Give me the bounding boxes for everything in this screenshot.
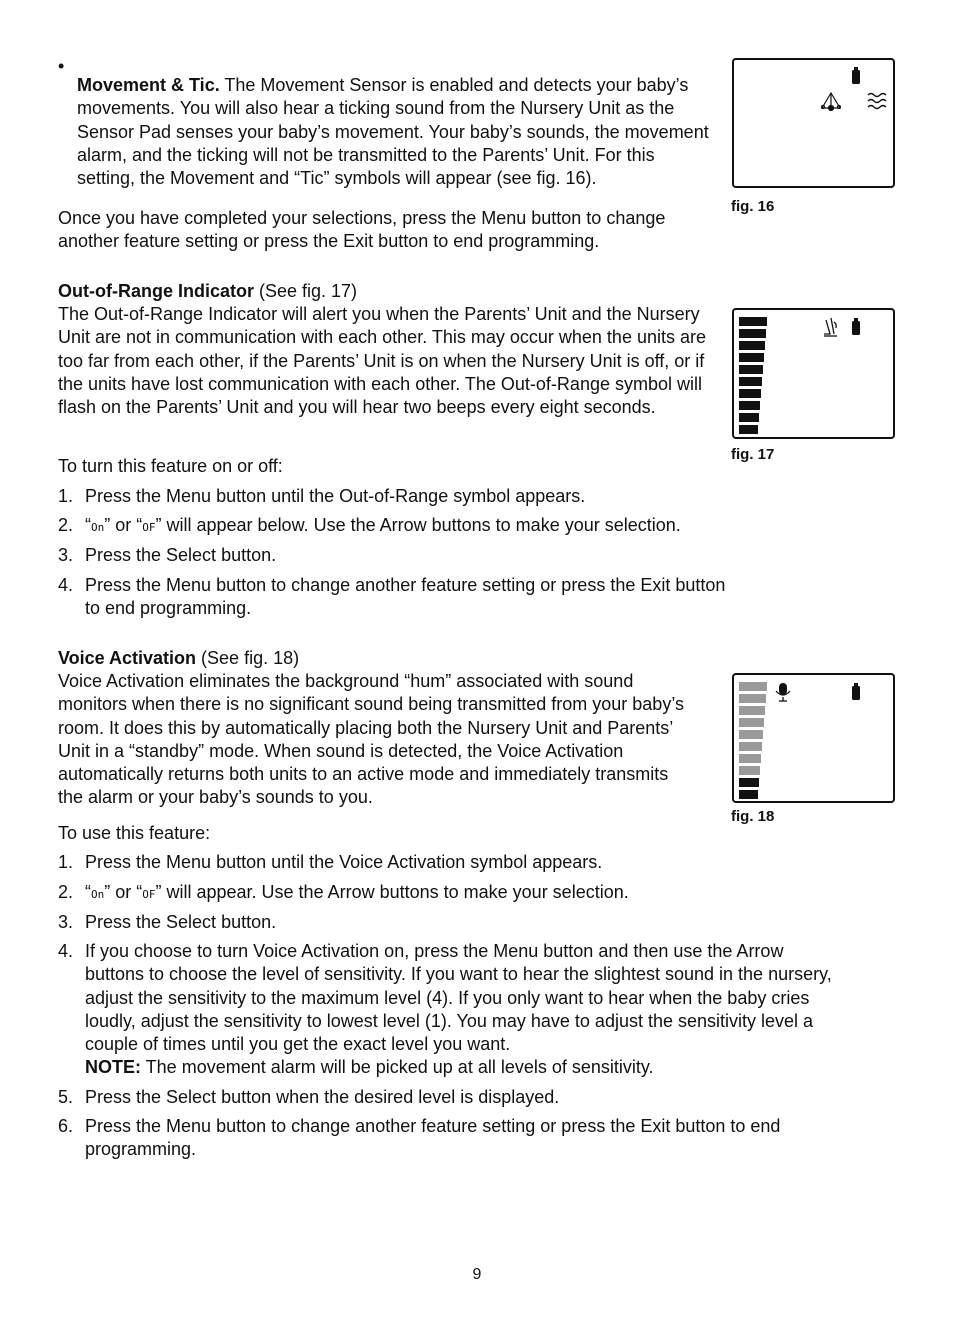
step-number: 2.: [58, 515, 74, 535]
step-text: Press the Select button.: [85, 912, 277, 932]
tic-waves-icon: [868, 94, 886, 109]
step-number: 4.: [58, 575, 74, 595]
battery-icon: [852, 683, 860, 700]
page-number: 9: [472, 1266, 482, 1283]
out-of-range-icon: [824, 318, 837, 336]
fig18-caption: fig. 18: [731, 808, 775, 825]
step-number: 2.: [58, 882, 74, 902]
step-number: 4.: [58, 941, 74, 961]
va-heading: Voice Activation: [58, 648, 197, 668]
step-number: 3.: [58, 912, 74, 932]
movement-tic-text: The Movement Sensor is enabled and detects your baby’s movements. You will also hear a ticking sound from the Nursery Unit as the Sensor Pad senses your baby’s movement. Your baby’s sounds, the movement alarm, and the ticking will not be transmitted to the Parents’ Unit. For this setting, the Movement and “Tic” symbols will appear (see fig. 16).: [77, 75, 709, 189]
battery-icon: [852, 67, 860, 84]
step-number: 3.: [58, 545, 74, 565]
step-text: “On” or “OF” will appear below. Use the Arrow buttons to make your selection.: [85, 515, 681, 535]
step-number: 5.: [58, 1087, 74, 1107]
on-display-glyph: On: [91, 888, 105, 901]
oor-body: The Out-of-Range Indicator will alert you when the Parents’ Unit and the Nursery Unit are not in communication with each other. This may occur when the units are too far from each other, if the Parents’ Unit is on when the Nursery Unit is off, or if the units have lost communication with each other. The Out-of-Range symbol will flash on the Parents’ Unit and you will hear two beeps every eight seconds.: [58, 304, 706, 418]
step-text: “On” or “OF” will appear. Use the Arrow buttons to make your selection.: [85, 882, 629, 902]
step-text: Press the Select button when the desired level is displayed.: [85, 1087, 560, 1107]
bullet-marker: •: [58, 56, 65, 76]
completion-paragraph: Once you have completed your selections, press the Menu button to change another feature setting or press the Exit button to end programming.: [58, 208, 666, 252]
step-text: Press the Select button.: [85, 545, 277, 565]
fig17-caption: fig. 17: [731, 446, 775, 463]
off-display-glyph: OF: [142, 888, 156, 901]
microphone-icon: [776, 683, 790, 701]
movement-tic-heading: Movement & Tic.: [77, 75, 220, 95]
va-intro: To use this feature:: [58, 823, 211, 843]
sensitivity-level-bars: [739, 682, 767, 799]
step-number: 1.: [58, 852, 74, 872]
fig16-lcd-display: [732, 58, 895, 188]
step-number: 1.: [58, 486, 74, 506]
note-text: The movement alarm will be picked up at all levels of sensitivity.: [141, 1057, 654, 1078]
on-display-glyph: On: [91, 521, 105, 534]
fig18-lcd-display: [732, 673, 895, 803]
step-text: Press the Menu button to change another feature setting or press the Exit button to end programming.: [85, 1116, 781, 1160]
step-number: 6.: [58, 1116, 74, 1136]
fig16-caption: fig. 16: [731, 198, 775, 215]
step-text: If you choose to turn Voice Activation on, press the Menu button and then use the Arrow buttons to choose the level of sensitivity. If you want to hear the slightest sound in the nursery, adjust the sensitivity to the maximum level (4). If you only want to hear when the baby cries loudly, adjust the sensitivity to lowest level (1). You may have to adjust the sensitivity level a couple of times until you get the exact level you want. NOTE: The movement alarm will be picked up at all levels of sensitivity.: [85, 941, 832, 1078]
oor-heading-line: [58, 280, 718, 303]
step-text: Press the Menu button until the Out-of-Range symbol appears.: [85, 486, 586, 506]
movement-tic-paragraph: [77, 74, 717, 190]
fig17-lcd-display: [732, 308, 895, 439]
va-heading-ref: (See fig. 18): [196, 648, 300, 668]
oor-heading-ref: (See fig. 17): [254, 281, 358, 301]
va-body: Voice Activation eliminates the background “hum” associated with sound monitors when there is no significant sound being transmitted from your baby’s room. It does this by automatically placing both the Nursery Unit and Parents’ Unit in a “standby” mode. When sound is detected, the Voice Activation automatically returns both units to an active mode and immediately transmits the alarm or your baby’s sounds to you.: [58, 671, 684, 808]
battery-icon: [852, 318, 860, 335]
signal-level-bars: [739, 317, 767, 434]
off-display-glyph: OF: [142, 521, 156, 534]
oor-intro: To turn this feature on or off:: [58, 456, 283, 476]
note-label: NOTE:: [85, 1057, 141, 1078]
oor-heading: Out-of-Range Indicator: [58, 281, 254, 301]
va-heading-line: [58, 647, 718, 670]
step-text: Press the Menu button to change another feature setting or press the Exit button to end programming.: [85, 575, 726, 619]
step-text: Press the Menu button until the Voice Activation symbol appears.: [85, 852, 603, 872]
movement-icon: [822, 93, 841, 111]
